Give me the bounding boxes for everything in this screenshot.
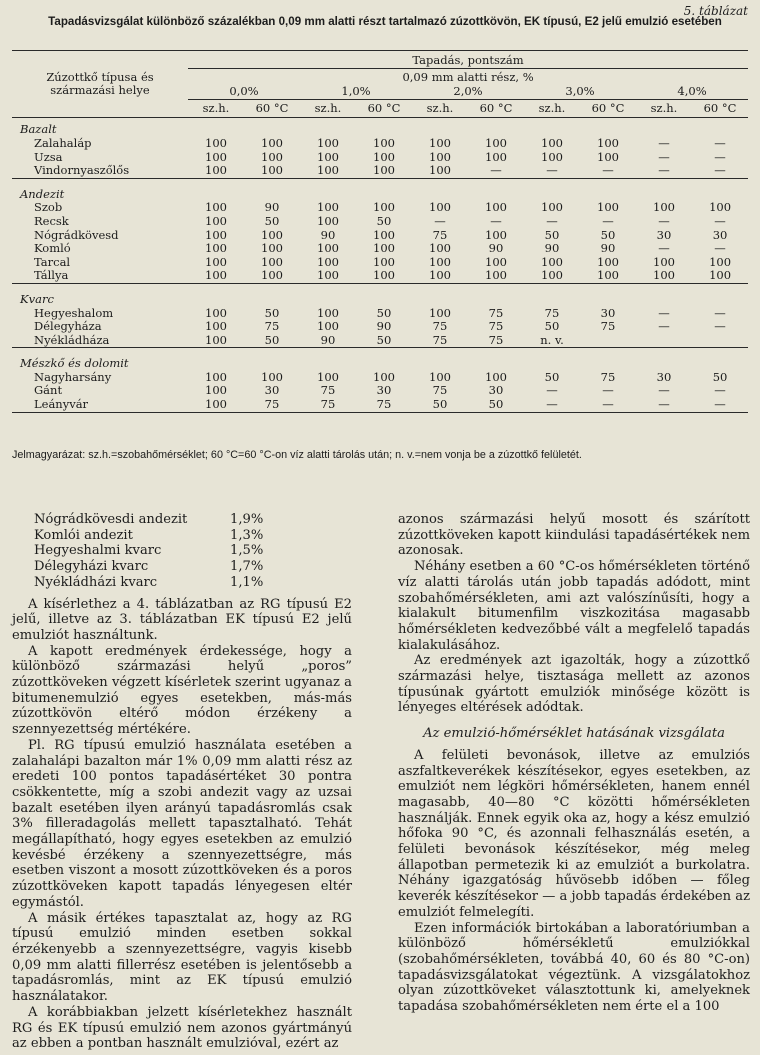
table-cell: 50 <box>264 213 280 228</box>
sub-header: sz.h. <box>524 99 580 118</box>
table-row <box>12 307 748 321</box>
sub-header: 60 °C <box>468 99 524 118</box>
table-cell: 100 <box>317 241 339 256</box>
section-heading: Az emulzió-hőmérséklet hatásának vizsgálata <box>423 726 725 742</box>
table-cell: 100 <box>317 213 339 228</box>
site-name: Szob <box>34 200 63 215</box>
percent-header: 1,0% <box>300 84 412 99</box>
group-name: Mészkő és dolomit <box>20 356 129 371</box>
table-cell: — <box>524 398 580 412</box>
table-cell: 100 <box>524 269 580 283</box>
table-cell: 100 <box>373 135 395 150</box>
table-cell: — <box>524 164 580 178</box>
table-cell: 90 <box>488 241 504 256</box>
site-name: Leányvár <box>12 398 188 412</box>
material-value: 1,9% <box>230 512 264 527</box>
left-column <box>12 512 352 1052</box>
group-name: Andezit <box>20 186 65 201</box>
table-cell: 100 <box>429 254 451 269</box>
table-cell: — <box>636 164 692 178</box>
group-name: Kvarc <box>20 291 54 306</box>
table-cell: 90 <box>600 241 616 256</box>
table-cell: — <box>434 213 446 228</box>
table-cell: 75 <box>300 398 356 412</box>
table-cell: 100 <box>597 149 619 164</box>
table-cell: 90 <box>300 334 356 348</box>
table-cell: 100 <box>317 135 339 150</box>
table-cell: — <box>714 319 726 334</box>
material-name: Komlói andezit <box>34 527 133 543</box>
table-cell: 100 <box>244 269 300 283</box>
table-row <box>12 229 748 243</box>
table-cell: — <box>692 398 748 412</box>
table-row <box>12 151 748 165</box>
table-cell: 100 <box>597 135 619 150</box>
adhesion-table <box>12 50 748 413</box>
site-name: Gánt <box>34 383 63 398</box>
table-cell: — <box>546 383 558 398</box>
table-cell: 100 <box>205 200 227 215</box>
sub-header: sz.h. <box>188 99 244 118</box>
table-cell: 100 <box>429 241 451 256</box>
table-row <box>12 201 748 215</box>
table-cell: 100 <box>205 241 227 256</box>
table-cell: — <box>658 383 670 398</box>
site-name: Tarcal <box>34 254 71 269</box>
table-cell: 100 <box>317 319 339 334</box>
list-item <box>12 575 352 591</box>
table-cell: 100 <box>485 227 507 242</box>
fraction-header: 0,09 mm alatti rész, % <box>402 69 534 84</box>
table-cell: 100 <box>205 305 227 320</box>
table-cell: 100 <box>541 149 563 164</box>
table-cell: — <box>468 164 524 178</box>
table-row <box>12 334 748 348</box>
table-cell: 100 <box>205 135 227 150</box>
table-cell <box>692 334 748 348</box>
table-cell: 50 <box>376 305 392 320</box>
site-name: Nagyharsány <box>34 369 112 384</box>
table-cell: n. v. <box>524 334 580 348</box>
table-cell: 90 <box>264 200 280 215</box>
table-cell: 75 <box>468 334 524 348</box>
table-cell: 30 <box>712 227 728 242</box>
row-label-header: Zúzottkő típusa és származási helye <box>12 51 188 118</box>
paragraph: Ezen információk birtokában a laboratóriumban a különböző hőmérsékletű emulziókkal (szobahőmérsékleten, továbbá 40, 60 és 80 °C-on) tapadásvizsgálatokat végeztünk. A vizsgálatokhoz olyan zúzottköveket választottunk ki, amelyeknek tapadása szobahőmérsékleten nem érte el a 100 <box>398 920 750 1015</box>
table-cell: — <box>580 164 636 178</box>
table-cell: 90 <box>376 319 392 334</box>
table-cell: 100 <box>580 269 636 283</box>
table-cell: 100 <box>485 369 507 384</box>
table-cell: 50 <box>264 305 280 320</box>
site-name: Tállya <box>12 269 188 283</box>
table-cell: 100 <box>709 200 732 215</box>
table-cell: 100 <box>541 135 563 150</box>
table-cell: 100 <box>356 164 412 178</box>
table-cell: 100 <box>244 164 300 178</box>
table-cell: — <box>658 149 670 164</box>
table-cell: 30 <box>656 369 672 384</box>
table-cell: 100 <box>485 149 507 164</box>
table-cell: 50 <box>712 369 728 384</box>
table-row <box>12 137 748 151</box>
table-cell: 75 <box>488 319 504 334</box>
table-cell: 50 <box>544 319 560 334</box>
table-cell: 100 <box>261 227 283 242</box>
table-cell: 100 <box>485 135 507 150</box>
table-cell: 75 <box>244 398 300 412</box>
sub-header: sz.h. <box>412 99 468 118</box>
material-value: 1,1% <box>230 574 264 590</box>
list-item <box>12 512 352 528</box>
paragraph: A felületi bevonások, illetve az emulziós aszfaltkeverékek készítésekor, egyes esetekben, az emulziót nem légköri hőmérsékleten, hanem ennél magasabb, 40—80 °C közötti hőmérsékleten használják. Ennek egyik oka az, hogy a kész emulzió hőfoka 90 °C, és azonnali felhasználás esetén, a felületi bevonások készítésekor, még meleg állapotban permetezik ki az emulziót a burkolatra. Néhány igazgatóság hűvösebb időben — főleg keverék készítésekor — a jobb tapadás érdekében az emulziót felmelegíti. <box>398 747 750 920</box>
table-cell: 100 <box>317 149 339 164</box>
table-cell: 100 <box>261 135 283 150</box>
percent-header: 0,0% <box>188 84 300 99</box>
table-cell: 100 <box>429 135 451 150</box>
table-cell: 50 <box>244 334 300 348</box>
table-cell: 75 <box>600 319 616 334</box>
table-cell: 100 <box>261 254 283 269</box>
table-cell: — <box>692 164 748 178</box>
table-cell: 100 <box>468 269 524 283</box>
sub-header: 60 °C <box>244 99 300 118</box>
site-name: Nógrádkövesd <box>34 227 119 242</box>
table-cell <box>636 334 692 348</box>
table-row <box>12 269 748 283</box>
percent-header: 3,0% <box>524 84 636 99</box>
table-cell: — <box>658 213 670 228</box>
table-cell: 75 <box>432 383 448 398</box>
table-cell: 50 <box>544 369 560 384</box>
percent-header: 2,0% <box>412 84 524 99</box>
table-cell: 50 <box>376 213 392 228</box>
table-cell: 100 <box>373 149 395 164</box>
table-cell: 75 <box>412 334 468 348</box>
table-cell: — <box>602 383 614 398</box>
list-item <box>12 543 352 559</box>
table-cell: 100 <box>188 269 244 283</box>
table-cell: 100 <box>205 369 227 384</box>
table-cell: — <box>546 213 558 228</box>
table-row <box>12 371 748 385</box>
table-cell: 100 <box>373 227 395 242</box>
list-item <box>12 559 352 575</box>
table-cell: — <box>714 135 726 150</box>
table-cell: — <box>714 383 726 398</box>
table-cell: 100 <box>373 241 395 256</box>
table-cell: 100 <box>429 369 451 384</box>
site-name: Zalahaláp <box>34 135 92 150</box>
table-label: 5. táblázat <box>683 4 748 18</box>
sub-header: 60 °C <box>692 99 748 118</box>
table-row <box>12 215 748 229</box>
table-cell: — <box>714 305 726 320</box>
table-cell: 100 <box>541 254 563 269</box>
paragraph: A korábbiakban jelzett kísérletekhez használt RG és EK típusú emulzió nem azonos gyártmányú az ebben a pontban használt emulzióval, ezért az <box>12 1004 352 1052</box>
paragraph: Pl. RG típusú emulzió használata esetében a zalahalápi bazalton már 1% 0,09 mm alatti rész az eredeti 100 pontos tapadásértéket 30 pontra csökkentette, míg a szobi andezit vagy az uzsai bazalt esetében ilyen arányú tapadásromlás csak 3% filleradagolás mellett tapasztalható. Tehát megállapítható, hogy egyes esetekben az emulzió kevésbé érzékeny a szennyezettségre, más esetben viszont a mosott zúzottköveken és a poros zúzottköveken kapott tapadás lényegesen eltér egymástól. <box>12 737 352 910</box>
paragraph: A kapott eredmények érdekessége, hogy a különböző származási helyű „poros” zúzottköveken végzett kísérletek szerint ugyanaz a bitumenemulzió egyes esetekben, más-más zúzottkövön eltérő módon érzékeny a szennyezettség mértékére. <box>12 643 352 738</box>
site-name: Délegyháza <box>34 319 102 334</box>
table-cell: — <box>714 213 726 228</box>
table-cell: 100 <box>412 164 468 178</box>
sub-header: sz.h. <box>300 99 356 118</box>
table-cell: 75 <box>264 319 280 334</box>
table-legend: Jelmagyarázat: sz.h.=szobahőmérséklet; 60 °C=60 °C-on víz alatti tárolás után; n. v.=nem vonja be a zúzottkő felületét. <box>12 449 582 461</box>
material-name: Nógrádkövesdi andezit <box>34 512 188 527</box>
table-cell: 75 <box>320 383 336 398</box>
table-title: Tapadásvizsgálat különböző százalékban 0,09 mm alatti részt tartalmazó zúzottkövön, EK típusú, E2 jelű emulzió esetében <box>48 15 722 28</box>
table-cell: 100 <box>356 269 412 283</box>
table-row <box>12 384 748 398</box>
table-cell: — <box>658 135 670 150</box>
sub-header: 60 °C <box>356 99 412 118</box>
paragraph: azonos származási helyű mosott és szárított zúzottköveken kapott kiindulási tapadásértékek nem azonosak. <box>398 512 750 559</box>
table-cell: 100 <box>597 254 619 269</box>
paragraph: Az eredmények azt igazolták, hogy a zúzottkő származási helye, tisztasága mellett az azonos típusúnak gyártott emulziók minősége között is lényeges eltérések adódtak. <box>398 653 750 716</box>
table-cell: 90 <box>544 241 560 256</box>
table-cell: 100 <box>188 334 244 348</box>
table-cell: 100 <box>485 200 507 215</box>
site-name: Vindornyaszőlős <box>12 164 188 178</box>
material-name: Nyékládházi kvarc <box>34 574 158 590</box>
table-cell: — <box>714 149 726 164</box>
table-cell: 100 <box>205 254 227 269</box>
table-cell: 100 <box>205 213 227 228</box>
table-cell: — <box>658 319 670 334</box>
table-cell: 100 <box>317 200 339 215</box>
table-cell: 100 <box>597 200 619 215</box>
table-cell: 100 <box>317 254 339 269</box>
table-row <box>12 256 748 270</box>
table-cell: 100 <box>300 269 356 283</box>
material-value: 1,7% <box>230 559 264 575</box>
table-cell: 100 <box>188 398 244 412</box>
table-cell: 75 <box>544 305 560 320</box>
site-name: Komló <box>34 241 71 256</box>
sub-header: 60 °C <box>580 99 636 118</box>
table-cell: 100 <box>373 254 395 269</box>
material-name: Hegyeshalmi kvarc <box>34 543 162 559</box>
paragraph: Néhány esetben a 60 °C-os hőmérsékleten történő víz alatti tárolás után jobb tapadás adódott, mint szobahőmérsékleten, ami azt valószínűsíti, hogy a kialakult bitumenfilm viszkozitása magasabb hőmérsékleten kedvezőbbé vált a megfelelő tapadás kialakulásához. <box>398 559 750 653</box>
table-cell: 30 <box>376 383 392 398</box>
table-cell: — <box>602 213 614 228</box>
tapadas-header: Tapadás, pontszám <box>188 51 748 69</box>
table-cell: 50 <box>468 398 524 412</box>
table-cell: 100 <box>709 254 732 269</box>
table-cell: — <box>658 305 670 320</box>
sub-header: sz.h. <box>636 99 692 118</box>
table-cell: 75 <box>488 305 504 320</box>
table-cell: 100 <box>412 269 468 283</box>
table-cell: 75 <box>432 227 448 242</box>
paragraph: A másik értékes tapasztalat az, hogy az RG típusú emulzió minden esetben sokkal érzékenyebb a szennyezettségre, vagyis kisebb 0,09 mm alatti fillerrész esetében is jelentősebb a tapadásromlás, mint az EK típusú emulzió használatakor. <box>12 910 352 1005</box>
table-cell: 30 <box>264 383 280 398</box>
right-column <box>398 512 750 1015</box>
table-cell: 100 <box>373 200 395 215</box>
table-cell: 100 <box>653 254 675 269</box>
table-row <box>12 242 748 256</box>
table-cell: 30 <box>656 227 672 242</box>
table-cell: 50 <box>544 227 560 242</box>
material-name: Délegyházi kvarc <box>34 559 149 575</box>
table-cell: — <box>636 398 692 412</box>
site-name: Recsk <box>34 213 69 228</box>
table-cell: 100 <box>429 305 451 320</box>
table-row <box>12 320 748 334</box>
percent-header: 4,0% <box>636 84 748 99</box>
table-cell: 100 <box>300 164 356 178</box>
table-cell <box>580 334 636 348</box>
table-cell: 100 <box>373 369 395 384</box>
table-cell: 100 <box>653 200 675 215</box>
table-cell: 100 <box>541 200 563 215</box>
table-cell: 100 <box>188 164 244 178</box>
table-cell: 100 <box>205 383 227 398</box>
table-cell: 100 <box>317 369 339 384</box>
table-cell: 100 <box>261 149 283 164</box>
table-cell: — <box>580 398 636 412</box>
table-cell: 50 <box>412 398 468 412</box>
material-list <box>12 512 352 591</box>
table-cell: 100 <box>485 254 507 269</box>
table-cell: 50 <box>356 334 412 348</box>
table-cell: 30 <box>488 383 504 398</box>
list-item <box>12 528 352 544</box>
site-name: Nyékládháza <box>12 334 188 348</box>
material-value: 1,3% <box>230 527 264 543</box>
table-cell: 30 <box>600 305 616 320</box>
table-cell: 100 <box>317 305 339 320</box>
table-cell: 100 <box>261 241 283 256</box>
table-cell: — <box>714 241 726 256</box>
site-name: Uzsa <box>34 149 63 164</box>
table-cell: 50 <box>600 227 616 242</box>
site-name: Hegyeshalom <box>34 305 114 320</box>
table-cell: 100 <box>429 149 451 164</box>
table-cell: 100 <box>429 200 451 215</box>
table-cell: 100 <box>205 227 227 242</box>
table-cell: 100 <box>261 369 283 384</box>
table-cell: 100 <box>205 319 227 334</box>
table-cell: 90 <box>320 227 336 242</box>
table-row <box>12 164 748 178</box>
table-cell: 100 <box>205 149 227 164</box>
table-cell: — <box>490 213 502 228</box>
table-cell: 75 <box>432 319 448 334</box>
table-row <box>12 398 748 412</box>
material-value: 1,5% <box>230 543 264 559</box>
table-cell: 75 <box>356 398 412 412</box>
table-cell: 100 <box>692 269 748 283</box>
table-cell: — <box>658 241 670 256</box>
table-cell: 100 <box>636 269 692 283</box>
table-cell: 75 <box>600 369 616 384</box>
paragraph: A kísérlethez a 4. táblázatban az RG típusú E2 jelű, illetve az 3. táblázatban EK típusú E2 jelű emulziót használtunk. <box>12 596 352 643</box>
group-name: Bazalt <box>20 122 57 137</box>
